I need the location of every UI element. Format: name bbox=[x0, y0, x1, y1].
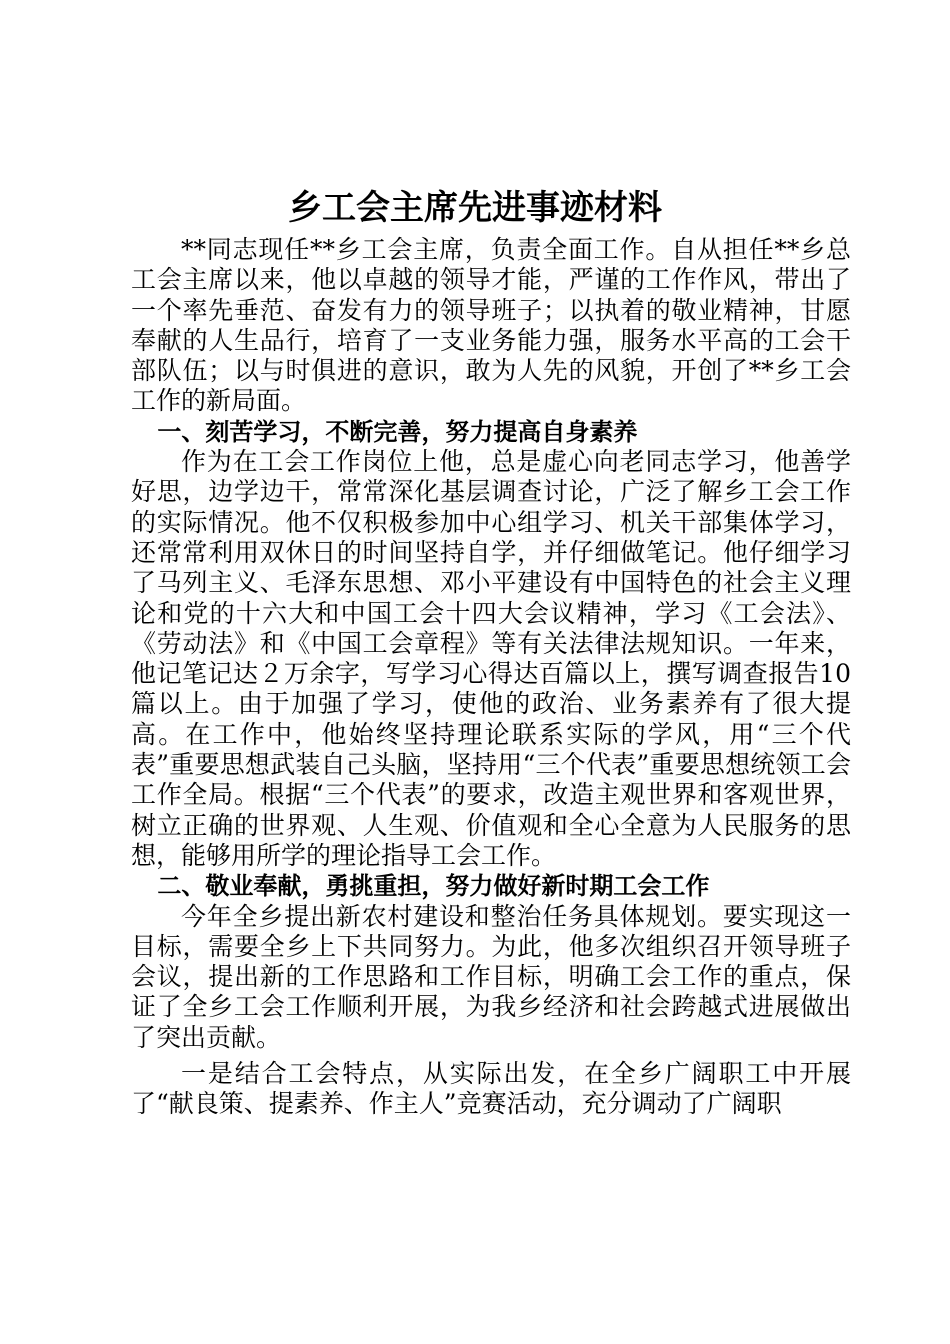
section-1-paragraph: 作为在工会工作岗位上他，总是虚心向老同志学习，他善学好思，边学边干，常常深化基层调查讨论，广泛了解乡工会工作的实际情况。他不仅积极参加中心组学习、机关干部集体学习，还常常利用双休日的时间坚持自学，并仔细做笔记。他仔细学习了马列主义、毛泽东思想、邓小平建设有中国特色的社会主义理论和党的十六大和中国工会十四大会议精神，学习《工会法》、《劳动法》和《中国工会章程》等有关法律法规知识。一年来，他记笔记达２万余字，写学习心得达百篇以上，撰写调查报告10篇以上。由于加强了学习，使他的政治、业务素养有了很大提高。在工作中，他始终坚持理论联系实际的学风，用“三个代表”重要思想武装自己头脑，坚持用“三个代表”重要思想统领工会工作全局。根据“三个代表”的要求，改造主观世界和客观世界，树立正确的世界观、人生观、价值观和全心全意为人民服务的思想，能够用所学的理论指导工会工作。 bbox=[131, 447, 851, 870]
section-heading-1: 一、刻苦学习，不断完善，努力提高自身素养 bbox=[157, 417, 638, 446]
section-heading-2: 二、敬业奉献，勇挑重担，努力做好新时期工会工作 bbox=[157, 872, 710, 901]
section-2-paragraph-1: 今年全乡提出新农村建设和整治任务具体规划。要实现这一目标，需要全乡上下共同努力。为此，他多次组织召开领导班子会议，提出新的工作思路和工作目标，明确工会工作的重点，保证了全乡工会工作顺利开展，为我乡经济和社会跨越式进展做出了突出贡献。 bbox=[131, 901, 851, 1052]
section-2-paragraph-2: 一是结合工会特点，从实际出发，在全乡广阔职工中开展了“献良策、提素养、作主人”竞赛活动，充分调动了广阔职 bbox=[131, 1059, 851, 1119]
document-body bbox=[131, 235, 851, 1120]
intro-paragraph: **同志现任**乡工会主席，负责全面工作。自从担任**乡总工会主席以来，他以卓越的领导才能，严谨的工作作风，带出了一个率先垂范、奋发有力的领导班子；以执着的敬业精神，甘愿奉献的人生品行，培育了一支业务能力强，服务水平高的工会干部队伍；以与时俱进的意识，敢为人先的风貌，开创了**乡工会工作的新局面。 bbox=[131, 235, 851, 416]
document-title: 乡工会主席先进事迹材料 bbox=[288, 188, 662, 228]
